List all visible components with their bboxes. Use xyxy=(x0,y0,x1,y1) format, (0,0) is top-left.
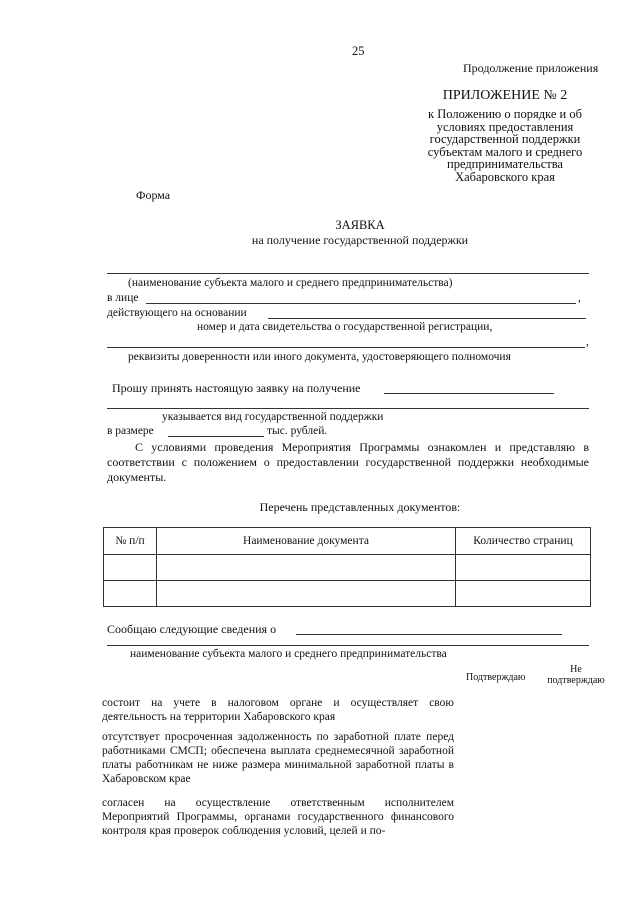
appendix-subtitle-line: к Положению о порядке и об xyxy=(428,107,582,121)
appendix-subtitle-line: Хабаровского края xyxy=(455,169,555,184)
appendix-subtitle-line: предпринимательства xyxy=(447,157,563,171)
application-title: ЗАЯВКА xyxy=(335,218,385,232)
confirm-column-label: Подтверждаю xyxy=(466,672,526,683)
info-subject-caption: наименование субъекта малого и среднего предпринимательства xyxy=(130,648,447,660)
appendix-subtitle xyxy=(400,108,610,183)
table-cell[interactable] xyxy=(456,555,591,581)
not-confirm-column-label xyxy=(544,664,608,686)
statement-tax-registration: состоит на учете в налоговом органе и осуществляет свою деятельность на территории Хабаровского края xyxy=(102,697,454,723)
statement-no-wage-arrears: отсутствует просроченная задолженность по заработной плате перед работниками СМСП; обеспечена выплата среднемесячной заработной платы работникам не ниже размера минимальной заработной платы в Хабаровском крае xyxy=(102,731,454,785)
power-of-attorney-caption: реквизиты доверенности или иного документа, удостоверяющего полномочия xyxy=(128,351,511,363)
subject-name-field[interactable] xyxy=(107,273,589,274)
amount-suffix: тыс. рублей. xyxy=(267,425,328,437)
appendix-title: ПРИЛОЖЕНИЕ № 2 xyxy=(442,88,568,103)
agreement-paragraph: С условиями проведения Мероприятия Программы ознакомлен и представляю в соответствии с положением о предоставлении государственной поддержки необходимые документы. xyxy=(107,440,589,484)
column-header-page-count: Количество страниц xyxy=(456,528,591,555)
column-header-document-name: Наименование документа xyxy=(157,528,456,555)
table-cell[interactable] xyxy=(104,555,157,581)
subject-name-caption: (наименование субъекта малого и среднего предпринимательства) xyxy=(128,277,453,289)
table-cell[interactable] xyxy=(104,581,157,607)
document-field[interactable] xyxy=(107,347,585,348)
info-subject-field[interactable] xyxy=(296,634,562,635)
support-type-caption: указывается вид государственной поддержки xyxy=(162,411,384,423)
page-number: 25 xyxy=(352,44,365,58)
comma: , xyxy=(578,292,581,304)
table-cell[interactable] xyxy=(157,555,456,581)
not-confirm-label-line: Не xyxy=(570,664,582,675)
acting-basis-label: действующего на основании xyxy=(107,307,247,319)
support-type-field[interactable] xyxy=(107,408,589,409)
continuation-label: Продолжение приложения xyxy=(463,61,599,75)
table-header-row xyxy=(104,528,591,555)
acting-basis-field[interactable] xyxy=(268,318,586,319)
not-confirm-label-line: подтверждаю xyxy=(547,675,605,686)
info-intro: Сообщаю следующие сведения о xyxy=(107,622,277,636)
statement-consent-to-audit: согласен на осуществление ответственным исполнителем Мероприятий Программы, органами государственного финансового контроля края проверок соблюдения условий, целей и по- xyxy=(102,797,454,837)
registration-caption: номер и дата свидетельства о государственной регистрации, xyxy=(197,321,493,333)
amount-field[interactable] xyxy=(168,436,264,437)
documents-list-title: Перечень представленных документов: xyxy=(259,500,461,514)
representative-field[interactable] xyxy=(146,303,576,304)
info-subject-line[interactable] xyxy=(107,645,589,646)
amount-prefix: в размере xyxy=(107,425,154,437)
form-label: Форма xyxy=(136,188,171,202)
documents-table xyxy=(103,527,591,607)
appendix-subtitle-line: государственной поддержки xyxy=(429,132,581,146)
table-cell[interactable] xyxy=(456,581,591,607)
request-text: Прошу принять настоящую заявку на получение xyxy=(112,381,361,395)
table-row xyxy=(104,555,591,581)
appendix-subtitle-line: условиях предоставления xyxy=(436,119,574,134)
table-row xyxy=(104,581,591,607)
represented-by-label: в лице xyxy=(107,292,139,304)
comma: , xyxy=(586,336,589,348)
column-header-number: № п/п xyxy=(104,528,157,555)
application-subtitle: на получение государственной поддержки xyxy=(251,233,469,247)
support-request-field[interactable] xyxy=(384,393,554,394)
appendix-subtitle-line: субъектам малого и среднего xyxy=(427,144,583,159)
table-cell[interactable] xyxy=(157,581,456,607)
